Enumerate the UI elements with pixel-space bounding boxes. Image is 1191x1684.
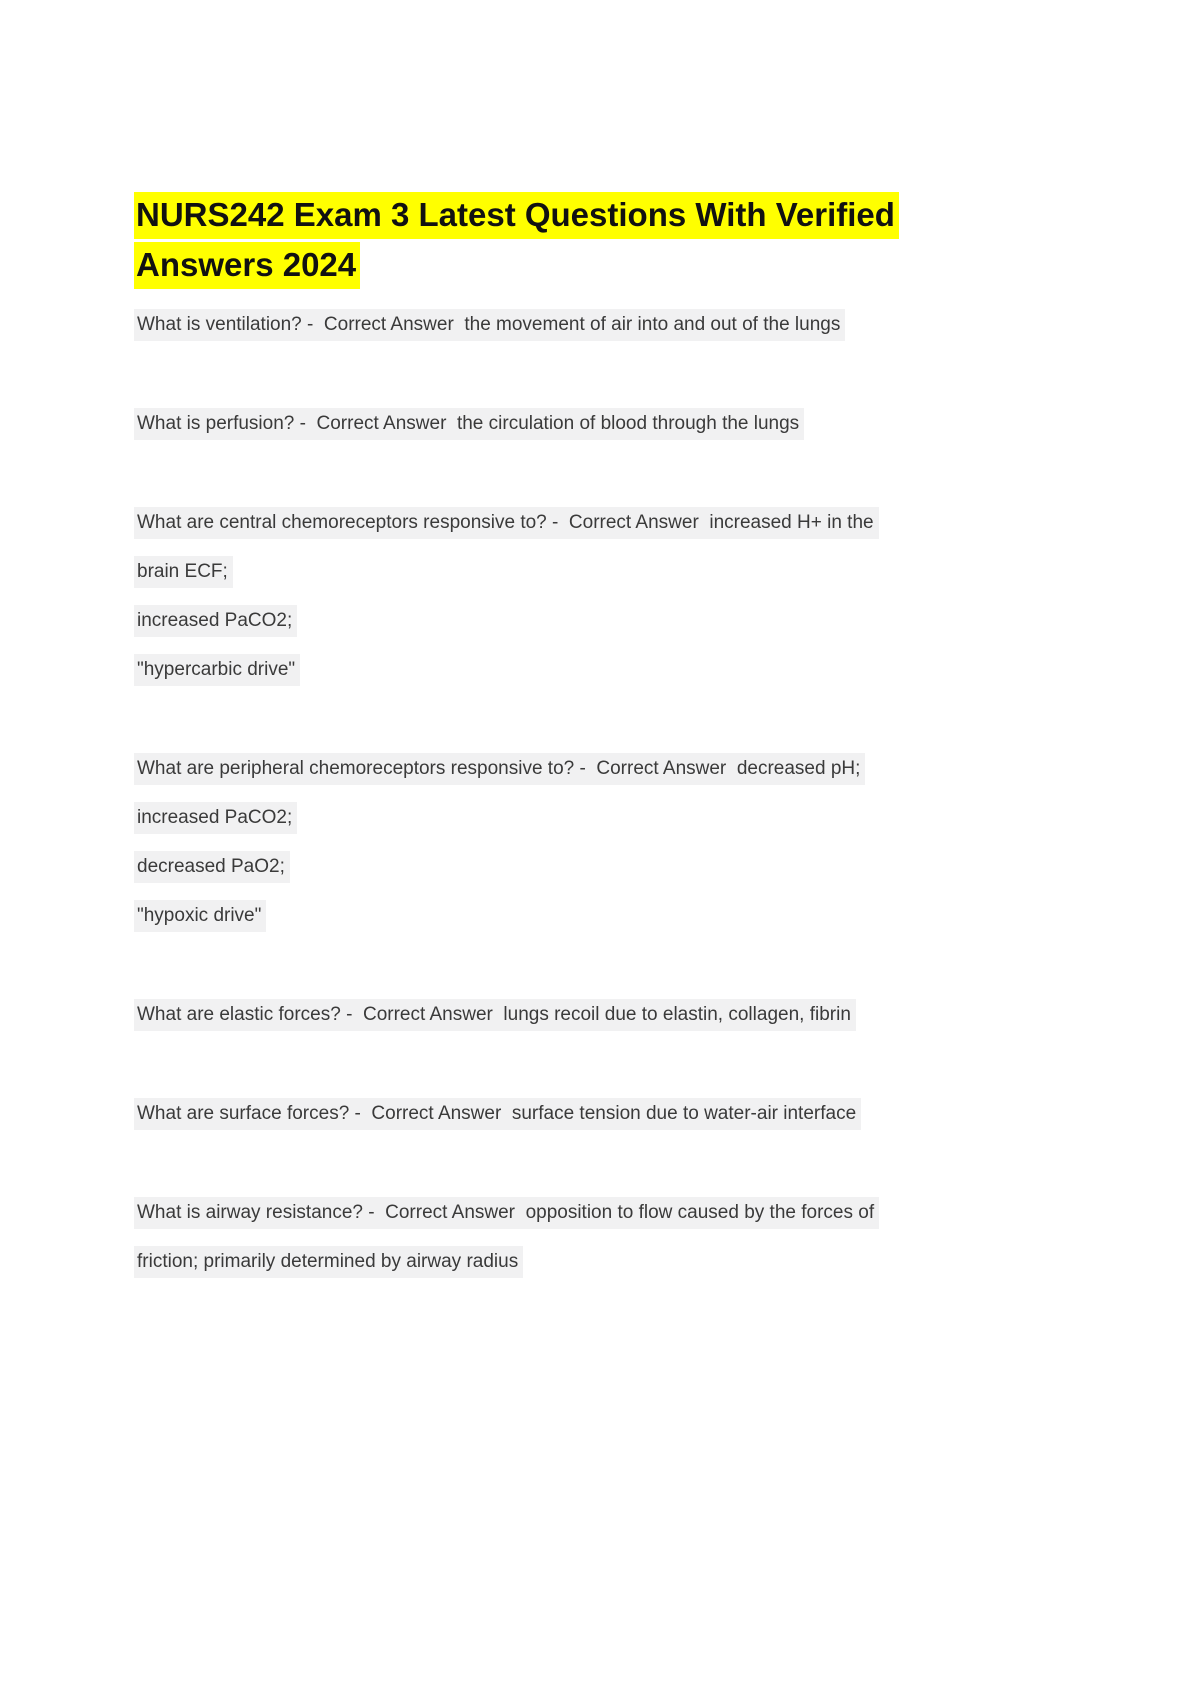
qa-line — [134, 1089, 1081, 1138]
qa-block-perfusion — [134, 399, 1081, 448]
qa-line — [134, 990, 1081, 1039]
qa-text: "hypercarbic drive" — [134, 654, 300, 686]
qa-text: What is airway resistance? - Correct Answer opposition to flow caused by the forces of — [134, 1197, 879, 1229]
qa-line — [134, 547, 1081, 596]
qa-text: "hypoxic drive" — [134, 900, 266, 932]
qa-line — [134, 842, 1081, 891]
qa-line — [134, 744, 1081, 793]
qa-line — [134, 596, 1081, 645]
qa-text: brain ECF; — [134, 556, 233, 588]
title-line-1 — [134, 190, 1081, 240]
qa-block-ventilation — [134, 300, 1081, 349]
qa-line — [134, 645, 1081, 694]
qa-text: friction; primarily determined by airway radius — [134, 1246, 523, 1278]
title-line-2 — [134, 240, 1081, 290]
qa-block-elastic-forces — [134, 990, 1081, 1039]
qa-line — [134, 891, 1081, 940]
qa-line — [134, 793, 1081, 842]
qa-text: increased PaCO2; — [134, 802, 297, 834]
qa-block-central-chemoreceptors — [134, 498, 1081, 694]
qa-text: What are peripheral chemoreceptors responsive to? - Correct Answer decreased pH; — [134, 753, 865, 785]
qa-line — [134, 498, 1081, 547]
qa-block-airway-resistance — [134, 1188, 1081, 1286]
qa-text: increased PaCO2; — [134, 605, 297, 637]
qa-line — [134, 1237, 1081, 1286]
qa-line — [134, 300, 1081, 349]
qa-line — [134, 1188, 1081, 1237]
qa-block-surface-forces — [134, 1089, 1081, 1138]
qa-text: What are central chemoreceptors responsive to? - Correct Answer increased H+ in the — [134, 507, 879, 539]
qa-text: decreased PaO2; — [134, 851, 290, 883]
title-highlight-1: NURS242 Exam 3 Latest Questions With Verified — [134, 192, 899, 239]
qa-text: What are surface forces? - Correct Answer surface tension due to water-air interface — [134, 1098, 861, 1130]
qa-line — [134, 399, 1081, 448]
qa-text: What are elastic forces? - Correct Answer lungs recoil due to elastin, collagen, fibrin — [134, 999, 856, 1031]
page-title — [134, 190, 1081, 290]
qa-text: What is perfusion? - Correct Answer the circulation of blood through the lungs — [134, 408, 804, 440]
qa-text: What is ventilation? - Correct Answer the movement of air into and out of the lungs — [134, 309, 845, 341]
title-highlight-2: Answers 2024 — [134, 242, 360, 289]
qa-block-peripheral-chemoreceptors — [134, 744, 1081, 940]
